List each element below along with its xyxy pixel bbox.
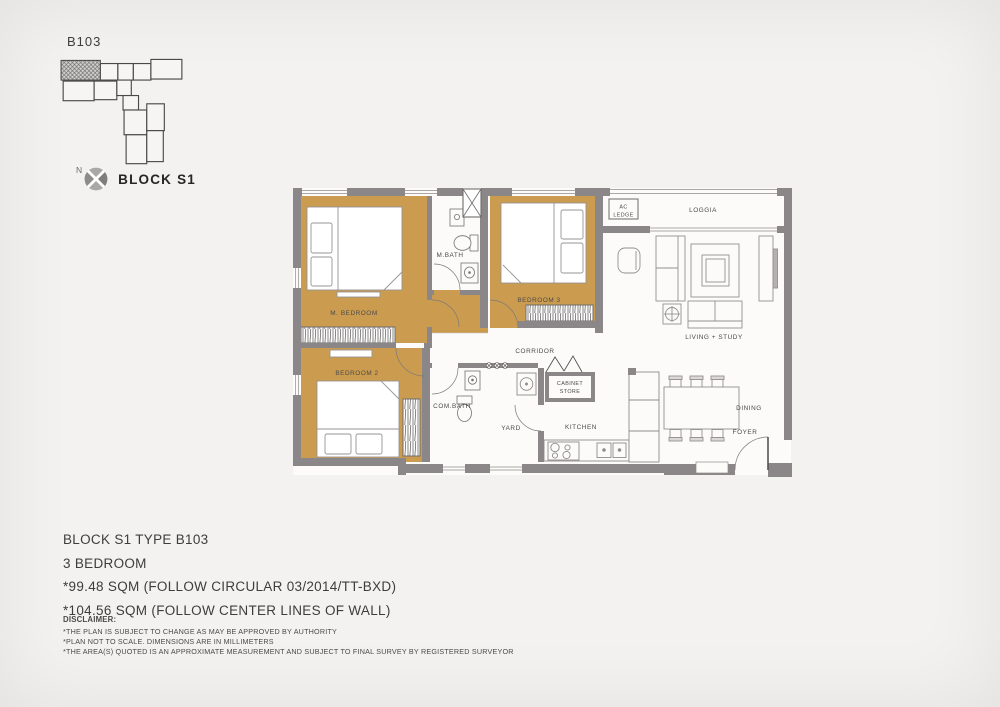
block-name-label: BLOCK S1 [118,171,196,187]
disclaimer-line: *THE AREA(S) QUOTED IS AN APPROXIMATE MEASUREMENT AND SUBJECT TO FINAL SURVEY BY REGISTERED SURVEYOR [63,647,514,656]
room-label-dining: DINING [736,405,762,412]
dining-chairs-top [669,376,724,388]
unit-area-centerline: *104.56 SQM (FOLLOW CENTER LINES OF WALL) [63,602,391,618]
room-label-m-bedroom: M. BEDROOM [330,310,378,317]
north-label: N [76,165,83,175]
key-plan-unit [151,59,182,79]
key-plan-unit [124,110,147,135]
stove [548,442,579,460]
room-label-cabinet-1: CABINET [556,381,584,387]
window-bottom-yard [490,464,522,473]
room-label-ac-2: LEDGE [613,212,634,219]
room-label-com-bath: COM.BATH [433,403,471,410]
floor-bedroom-pocket [427,290,488,333]
key-plan-unit [94,81,117,100]
window-top-2 [405,188,437,196]
coffee-table [691,244,739,297]
key-plan-unit-b103-hatch [61,60,100,80]
window-bottom-combath [443,464,465,473]
unit-title: BLOCK S1 TYPE B103 [63,532,209,547]
sofa-left [656,236,685,301]
bed-bedroom3 [501,203,586,283]
wardrobe-bedroom3 [526,305,593,321]
bed-master [307,207,402,297]
key-plan-unit [133,64,151,81]
disclaimer-line: *THE PLAN IS SUBJECT TO CHANGE AS MAY BE APPROVED BY AUTHORITY [63,627,338,636]
unit-bedroom-count: 3 BEDROOM [63,555,147,571]
unit-code-label: B103 [67,34,102,49]
room-label-m-bath: M.BATH [436,252,464,259]
room-label-corridor: CORRIDOR [515,348,555,355]
window-top-1 [302,188,347,196]
dining-table [664,387,739,429]
floor-lamp [663,304,681,324]
room-label-kitchen: KITCHEN [565,424,597,431]
floor-plan-drawing [292,185,792,482]
dresser-bedroom2 [330,350,372,357]
key-plan-unit [63,81,94,101]
combath-sink [465,371,480,390]
disclaimer [63,615,514,657]
mbath-sink [461,263,478,283]
room-label-loggia: LOGGIA [689,207,717,214]
wardrobe-m-bedroom [301,327,395,343]
unit-info [63,528,396,622]
room-label-bedroom3: BEDROOM 3 [517,297,561,304]
washing-machine [517,373,536,395]
compass-block [76,166,196,192]
key-plan-unit [118,64,133,81]
key-plan-unit [147,104,165,131]
key-plan-unit [117,80,131,95]
room-label-yard: YARD [501,425,521,432]
room-label-living: LIVING + STUDY [685,334,743,341]
dining-chairs-bottom [669,430,724,442]
key-plan-unit [126,135,147,164]
armchair [618,248,640,273]
window-left-1 [293,268,301,288]
key-plan-unit [123,96,138,110]
room-label-ac-1: AC [619,204,628,211]
key-plan-unit [100,64,118,81]
utility-meters [486,363,508,369]
kitchen-tall-cabinet [629,372,659,462]
disclaimer-line: *PLAN NOT TO SCALE. DIMENSIONS ARE IN MILLIMETERS [63,637,274,646]
yard-fixtures [517,373,536,395]
shaft [463,189,481,217]
window-left-2 [293,375,301,395]
room-label-foyer: FOYER [732,429,758,436]
unit-area-circular: *99.48 SQM (FOLLOW CIRCULAR 03/2014/TT-BXD) [63,579,397,594]
room-label-bedroom2: BEDROOM 2 [335,370,379,377]
foyer-niche [696,462,728,473]
key-plan-unit [147,131,164,162]
mbath-counter [450,209,464,226]
compass-icon [83,166,109,192]
room-label-cabinet-2: STORE [559,389,581,395]
sofa-bottom [688,301,742,328]
key-plan-diagram [58,52,186,168]
mbath-toilet [454,235,478,251]
window-top-3 [512,188,575,196]
wardrobe-bedroom2 [403,399,420,456]
disclaimer-heading: DISCLAIMER: [63,615,117,624]
